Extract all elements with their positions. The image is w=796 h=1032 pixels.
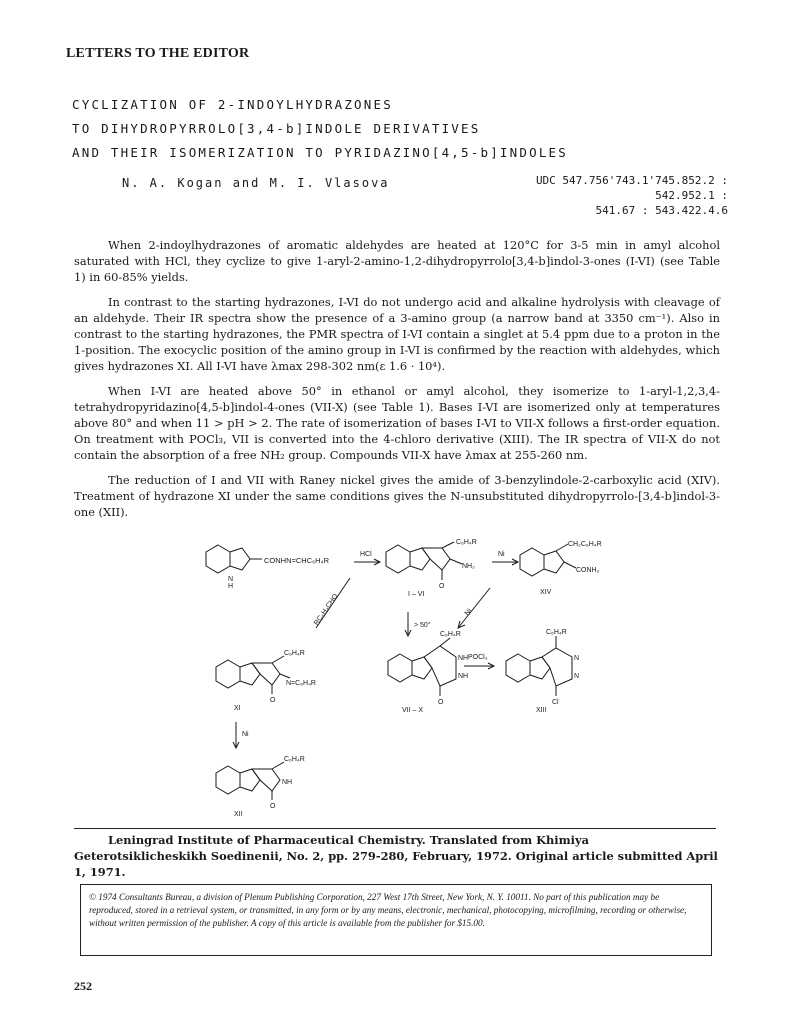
- xi-o-label: O: [270, 697, 276, 704]
- ni-reagent-top: Ni: [498, 551, 505, 558]
- copyright-text: © 1974 Consultants Bureau, a division of Plenum Publishing Corporation, 227 West 17th Street, New York, N. Y. 10011. No part of this publication may be reproduced, stored in a retrieval system, or transmitted, in any form or by any means, electronic, mechanical, photocopying, microfilming, recording or otherwise, without written permission of the publisher. A copy of this article is available from the publisher for $15.00.: [89, 892, 687, 928]
- xiv-benzyl-label: CH₂C₆H₄R: [568, 541, 602, 548]
- compound-vii-x-structure: [388, 638, 456, 696]
- i-vi-o-label: O: [439, 583, 445, 590]
- hydrazone-substituent: CONHN=CHC₆H₄R: [264, 556, 330, 565]
- hcl-reagent: HCl: [360, 551, 372, 558]
- vii-x-o-label: O: [438, 699, 444, 706]
- compound-xii-structure: [216, 762, 284, 800]
- xiii-cl-label: Cl: [552, 699, 559, 706]
- xiii-n-label-1: N: [574, 655, 580, 662]
- affiliation-footnote: [74, 832, 722, 880]
- label-xii: XII: [234, 811, 243, 818]
- hydrazone-structure: [206, 545, 262, 573]
- xii-nh-label: NH: [282, 779, 293, 786]
- xiv-amide-label: CONH₂: [576, 567, 600, 574]
- compound-xiii-structure: [506, 636, 572, 696]
- aldehyde-reagent: RC₆H₄CHO: [313, 592, 340, 627]
- article-title-line-2: TO DIHYDROPYRROLO[3,4-b]INDOLE DERIVATIVES: [72, 121, 481, 136]
- reaction-scheme: [200, 536, 640, 821]
- udc-line-1: UDC 547.756'743.1'745.852.2 : 542.952.1 :: [535, 174, 728, 202]
- affiliation-text: Leningrad Institute of Pharmaceutical Chemistry. Translated from Khimiya Geterotsiklicheskikh Soedinenii, No. 2, pp. 279-280, February, 1972. Original article submitted April 1, 1971.: [74, 833, 718, 879]
- xii-o-label: O: [270, 803, 276, 810]
- hydrazone-h-label: H: [228, 583, 234, 590]
- footnote-rule: [74, 828, 716, 829]
- xiii-n-label-2: N: [574, 673, 580, 680]
- ni-reagent-bottom: Ni: [242, 731, 249, 738]
- xii-aryl-label: C₆H₄R: [284, 756, 305, 763]
- label-i-vi: I – VI: [408, 591, 425, 598]
- label-xi: XI: [234, 705, 241, 712]
- page-number: 252: [74, 979, 92, 993]
- article-title-line-1: CYCLIZATION OF 2-INDOYLHYDRAZONES: [72, 97, 393, 112]
- article-body: [74, 237, 720, 529]
- paragraph-4: The reduction of I and VII with Raney nickel gives the amide of 3-benzylindole-2-carboxylic acid (XIV). Treatment of hydrazone XI under the same conditions gives the N-unsubstituted dihydropyrrolo-[3,4-b]indol-3-one (XII).: [74, 473, 720, 519]
- vii-x-aryl-label: C₆H₄R: [440, 631, 461, 638]
- xi-aryl-label: C₆H₄R: [284, 650, 305, 657]
- label-xiv: XIV: [540, 589, 552, 596]
- i-vi-aryl-label: C₆H₄R: [456, 539, 477, 546]
- compound-xiv-structure: [520, 544, 576, 576]
- article-title-line-3: AND THEIR ISOMERIZATION TO PYRIDAZINO[4,5-b]INDOLES: [72, 145, 569, 160]
- ni-reagent-middle: Ni: [463, 607, 474, 618]
- paragraph-3: When I-VI are heated above 50° in ethanol or amyl alcohol, they isomerize to 1-aryl-1,2,3,4-tetrahydropyridazino[4,5-b]indol-4-ones (VII-X) (see Table 1). Bases I-VI are isomerized only at temperatures above 80° and when 11 > pH > 2. The rate of isomerization of bases I-VI to VII-X follows a first-order equation. On treatment with POCl₃, VII is converted into the 4-chloro derivative (XIII). The IR spectra of VII-X do not contain the absorption of a free NH₂ group. Compounds VII-X have λmax at 255-260 nm.: [74, 384, 720, 462]
- pocl3-reagent: POCl₃: [468, 654, 488, 661]
- authors: N. A. Kogan and M. I. Vlasova: [122, 176, 390, 190]
- xiii-aryl-label: C₆H₄R: [546, 629, 567, 636]
- vii-x-nh-label-2: NH: [458, 673, 469, 680]
- compound-i-vi-structure: [386, 542, 462, 580]
- udc-line-2: 541.67 : 543.422.4.6: [595, 204, 728, 217]
- paragraph-2: In contrast to the starting hydrazones, I-VI do not undergo acid and alkaline hydrolysis with cleavage of an aldehyde. Their IR spectra show the presence of a 3-amino group (a narrow band at 3350 cm⁻¹). Also in contrast to the starting hydrazones, the PMR spectra of I-VI contain a singlet at 5.4 ppm due to a proton in the 1-position. The exocyclic position of the amino group in I-VI is confirmed by the reaction with aldehydes, which gives hydrazones XI. All I-VI have λmax 298-302 nm(ε 1.6 · 10⁴).: [74, 295, 720, 373]
- i-vi-amino-label: NH₂: [462, 563, 475, 570]
- section-heading: LETTERS TO THE EDITOR: [66, 46, 250, 61]
- label-vii-x: VII – X: [402, 707, 424, 714]
- udc-code: [478, 173, 728, 218]
- compound-xi-structure: [216, 656, 290, 694]
- hydrazone-n-label: N: [228, 576, 234, 583]
- vii-x-nh-label-1: NH: [458, 655, 469, 662]
- xi-imine-label: N=C₆H₄R: [286, 680, 316, 687]
- copyright-box: [80, 884, 712, 956]
- paragraph-1: When 2-indoylhydrazones of aromatic aldehydes are heated at 120°C for 3-5 min in amyl alcohol saturated with HCl, they cyclize to give 1-aryl-2-amino-1,2-dihydropyrrolo[3,4-b]indol-3-ones (I-VI) (see Table 1) in 60-85% yields.: [74, 238, 720, 284]
- temperature-condition: > 50°: [414, 622, 431, 629]
- label-xiii: XIII: [536, 707, 547, 714]
